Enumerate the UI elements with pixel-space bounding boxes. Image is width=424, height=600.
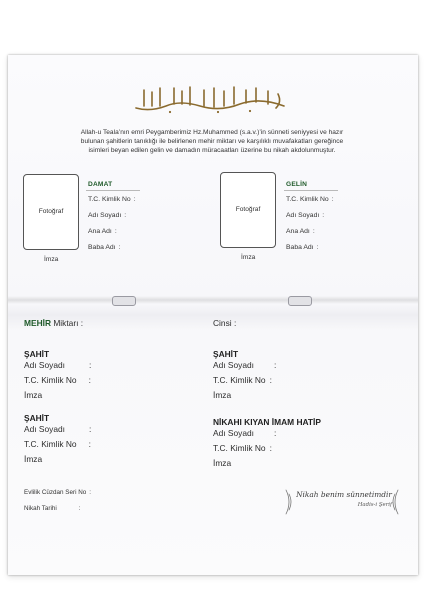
intro-line-3: isimleri beyan edilen gelin ve damadın müracaatları üzerine bu nikah akdolunmuştur. (88, 147, 336, 154)
intro-line-2: bulunan şahitlerin tanıklığı ile belirlenen mehir miktarı ve karşılıklı muvafakatları gereğince (80, 138, 344, 145)
witness-1-signature: İmza (24, 390, 43, 400)
bride-photo-label: Fotoğraf (235, 206, 261, 213)
imam-name-field: Adı Soyadı : (213, 428, 277, 438)
intro-paragraph (36, 128, 388, 155)
groom-field-name: Adı Soyadı : (88, 212, 127, 219)
witness-1-name-field: Adı Soyadı : (24, 360, 92, 370)
witness-3-name-label: Adı Soyadı (24, 424, 65, 434)
mehir-type-label: Cinsi : (213, 318, 237, 328)
mehir-amount-text: Miktarı : (53, 318, 84, 328)
witness-2-id-field: T.C. Kimlik No : (213, 375, 272, 385)
hadis-ornament (282, 486, 402, 520)
groom-photo-box (23, 174, 79, 250)
bride-field-name: Adı Soyadı : (286, 212, 325, 219)
witness-1-id-label: T.C. Kimlik No (24, 375, 77, 385)
staple-right (288, 296, 312, 306)
marriage-booklet-serial-label: Evlilik Cüzdan Seri No (24, 489, 87, 496)
marriage-date-label: Nikah Tarihi (24, 505, 57, 512)
bride-field-mother-label: Ana Adı (286, 228, 310, 235)
imam-id-label: T.C. Kimlik No (213, 443, 266, 453)
marriage-booklet-serial-field: Evlilik Cüzdan Seri No : (24, 489, 92, 496)
bride-title: GELİN (286, 181, 308, 188)
witness-3-name-field: Adı Soyadı : (24, 424, 92, 434)
groom-field-father-label: Baba Adı (88, 244, 116, 251)
mehir-amount-label (24, 318, 83, 328)
witness-3-signature: İmza (24, 454, 43, 464)
intro-line-1: Allah-u Teala’nın emri Peygamberimiz Hz.Muhammed (s.a.v.)’in sünneti seniyyesi ve hazır (80, 129, 344, 136)
groom-field-mother-label: Ana Adı (88, 228, 112, 235)
mehir-word: MEHİR (24, 318, 51, 328)
bismillah-calligraphy (130, 82, 290, 116)
bride-field-father: Baba Adı : (286, 244, 319, 251)
bride-photo-box (220, 172, 276, 248)
groom-field-id: T.C. Kimlik No : (88, 196, 136, 203)
imam-title: NİKAHI KIYAN İMAM HATİP (213, 417, 321, 427)
staple-left (112, 296, 136, 306)
marriage-date-field: Nikah Tarihi : (24, 505, 81, 512)
bride-field-id: T.C. Kimlik No : (286, 196, 334, 203)
groom-photo-label: Fotoğraf (38, 208, 64, 215)
witness-2-name-field: Adı Soyadı : (213, 360, 277, 370)
witness-3-title: ŞAHİT (24, 413, 50, 423)
witness-2-name-label: Adı Soyadı (213, 360, 254, 370)
hadis-source: Hadis-i Şerif (357, 502, 392, 508)
witness-1-id-field: T.C. Kimlik No : (24, 375, 91, 385)
bride-field-father-label: Baba Adı (286, 244, 314, 251)
bride-field-mother: Ana Adı : (286, 228, 315, 235)
groom-field-mother: Ana Adı : (88, 228, 117, 235)
bride-field-id-label: T.C. Kimlik No (286, 196, 329, 203)
groom-field-id-label: T.C. Kimlik No (88, 196, 131, 203)
witness-2-id-label: T.C. Kimlik No (213, 375, 266, 385)
groom-title: DAMAT (88, 181, 113, 188)
witness-1-name-label: Adı Soyadı (24, 360, 65, 370)
bride-title-underline (284, 190, 338, 191)
witness-1-title: ŞAHİT (24, 349, 50, 359)
imam-signature: İmza (213, 458, 232, 468)
witness-2-signature: İmza (213, 390, 232, 400)
witness-3-id-field: T.C. Kimlik No : (24, 439, 91, 449)
witness-2-title: ŞAHİT (213, 349, 239, 359)
groom-title-underline (86, 190, 140, 191)
center-fold (8, 296, 418, 304)
witness-3-id-label: T.C. Kimlik No (24, 439, 77, 449)
bride-field-name-label: Adı Soyadı (286, 212, 320, 219)
imam-name-label: Adı Soyadı (213, 428, 254, 438)
groom-field-father: Baba Adı : (88, 244, 121, 251)
imam-id-field: T.C. Kimlik No : (213, 443, 272, 453)
groom-field-name-label: Adı Soyadı (88, 212, 122, 219)
bride-signature-label: İmza (241, 254, 256, 261)
groom-signature-label: İmza (44, 256, 59, 263)
hadis-quote: Nikah benim sünnetimdir (296, 490, 392, 499)
